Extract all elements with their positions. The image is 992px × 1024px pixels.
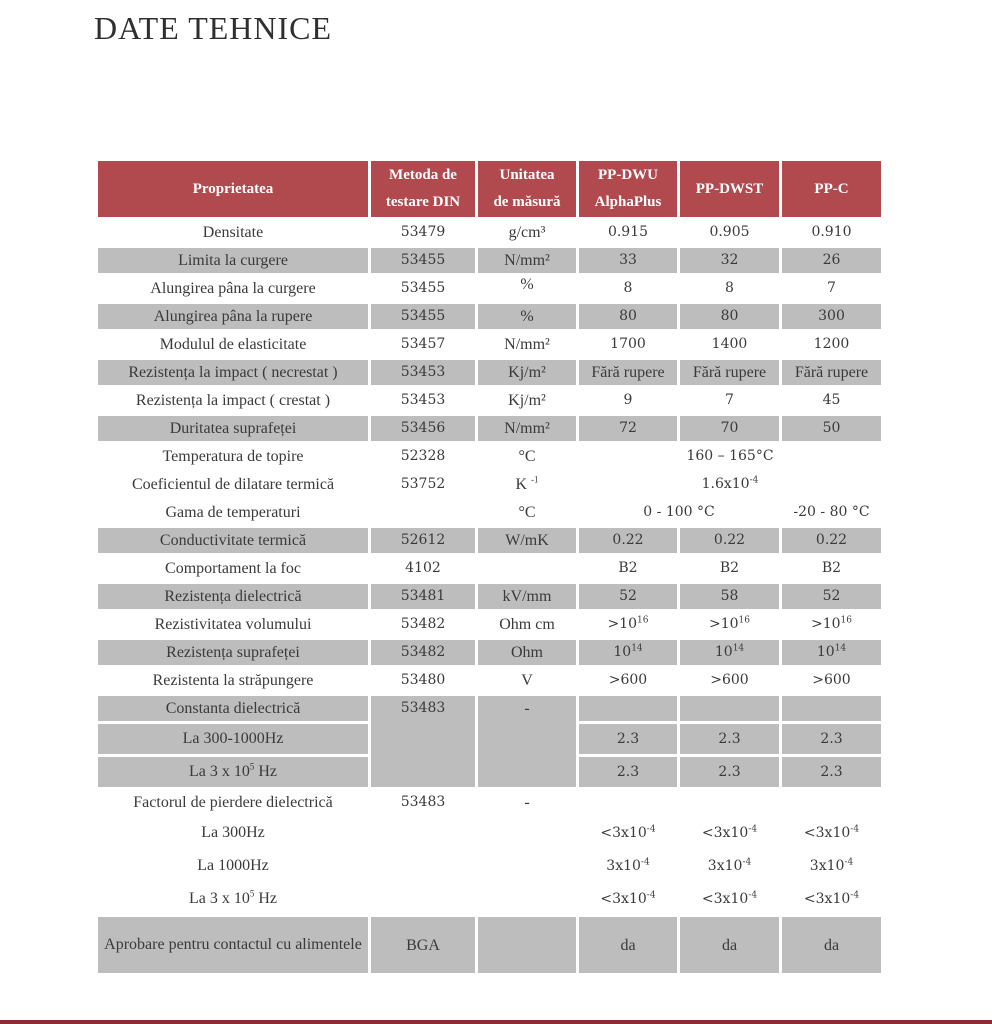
- pp-c-cell: 2.3: [782, 757, 881, 787]
- value-exponent: -4: [646, 824, 656, 835]
- property-cell: [98, 884, 368, 914]
- pp-dwst-cell: 58: [680, 584, 779, 609]
- value-base: 10: [714, 644, 733, 660]
- table-row: [98, 584, 881, 609]
- property-cell: Rezistenta la străpungere: [152, 672, 314, 689]
- din-cell: 53456: [371, 416, 475, 441]
- unit-cell: kV/mm: [478, 584, 576, 609]
- property-tail: Hz: [254, 763, 278, 780]
- pp-dwst-cell: [680, 884, 779, 914]
- pp-dwu-cell: [579, 818, 677, 848]
- table-row: [98, 612, 881, 637]
- din-cell: 53455: [371, 248, 475, 273]
- unit-cell: -: [478, 696, 576, 787]
- unit-cell: %: [520, 276, 534, 293]
- property-cell: Rezistența dielectrică: [98, 584, 368, 609]
- property-cell: Rezistența la impact ( necrestat ): [98, 360, 368, 385]
- pp-c-cell: 0.22: [782, 528, 881, 553]
- pp-dwst-cell: 80: [680, 304, 779, 329]
- value-base: 3x10: [809, 858, 845, 874]
- pp-dwst-cell: da: [680, 917, 779, 973]
- value-base: 3x10: [707, 858, 743, 874]
- din-cell: 53481: [371, 584, 475, 609]
- table-row: [98, 917, 881, 973]
- pp-dwst-cell: [680, 851, 779, 881]
- unit-cell: N/mm²: [478, 248, 576, 273]
- value-exponent: -4: [850, 890, 860, 901]
- din-cell: [371, 500, 475, 525]
- unit-cell: Kj/m²: [478, 360, 576, 385]
- property-cell: [98, 757, 368, 787]
- table-row: [98, 668, 881, 693]
- pp-dwu-cell: 52: [579, 584, 677, 609]
- pp-dwst-cell: 70: [680, 416, 779, 441]
- din-cell: 4102: [405, 560, 441, 576]
- property-cell: Modulul de elasticitate: [159, 336, 307, 353]
- pp-c-cell: [782, 640, 881, 665]
- value-exponent: -4: [646, 890, 656, 901]
- value-exponent: -4: [748, 824, 758, 835]
- pp-dwst-cell: 2.3: [680, 724, 779, 754]
- pp-c-cell: 45: [822, 392, 841, 408]
- pp-dwst-cell: [680, 696, 779, 721]
- property-cell: Temperatura de topire: [162, 448, 304, 465]
- pp-dwst-cell: B2: [719, 560, 740, 576]
- pp-c-cell: [782, 612, 881, 637]
- value-base: <3x10: [701, 825, 749, 841]
- table-row: [98, 332, 881, 357]
- unit-cell: [478, 472, 576, 497]
- table-row: [98, 276, 881, 301]
- pp-dwu-cell: 1700: [610, 336, 646, 352]
- pp-c-cell: 50: [782, 416, 881, 441]
- header-pp-dwst: PP-DWST: [680, 161, 779, 217]
- header-pp-dwu: [579, 161, 677, 217]
- pp-c-cell: [782, 818, 881, 848]
- all-grades-cell: 160 – 165°C: [686, 448, 774, 464]
- pp-c-cell: 26: [782, 248, 881, 273]
- din-cell: 53453: [371, 360, 475, 385]
- page-title: DATE TEHNICE: [94, 10, 333, 46]
- property-cell: Rezistența suprafeței: [98, 640, 368, 665]
- value-base: <3x10: [600, 891, 647, 907]
- pp-dwu-cell: [579, 884, 677, 914]
- header-dwu-line-1: PP-DWU: [598, 167, 658, 183]
- header-din-method: [371, 161, 475, 217]
- pp-dwu-cell: [579, 640, 677, 665]
- pp-c-cell: [782, 851, 881, 881]
- value-base: <3x10: [600, 825, 647, 841]
- table-row: [98, 444, 881, 469]
- unit-cell: °C: [518, 448, 536, 465]
- property-exponent: 5: [249, 888, 255, 899]
- unit-cell: [478, 556, 576, 581]
- unit-cell: N/mm²: [504, 336, 550, 353]
- din-cell: BGA: [371, 917, 475, 973]
- pp-dwu-cell: Fără rupere: [579, 360, 677, 385]
- property-cell: Comportament la foc: [165, 560, 301, 577]
- value-exponent: 14: [732, 643, 745, 654]
- table-row: [98, 472, 881, 497]
- value-exponent: 14: [834, 643, 847, 654]
- value-base: 10: [816, 644, 835, 660]
- property-cell: Limita la curgere: [98, 248, 368, 273]
- value-base: <3x10: [803, 825, 851, 841]
- header-unit: [478, 161, 576, 217]
- unit-cell: °C: [518, 504, 536, 521]
- value-base: >10: [607, 616, 638, 632]
- pp-dwst-cell: 7: [725, 392, 734, 408]
- pp-c-cell: 7: [827, 280, 836, 296]
- pp-dwu-cell: 9: [623, 392, 633, 408]
- pp-dwst-cell: [680, 818, 779, 848]
- header-row: [98, 161, 881, 217]
- property-cell: Alungirea pâna la curgere: [150, 280, 316, 297]
- property-cell: La 300-1000Hz: [98, 724, 368, 754]
- property-exponent: 5: [249, 761, 255, 772]
- pp-dwu-cell: B2: [618, 560, 638, 576]
- pp-dwst-cell: 8: [725, 280, 734, 296]
- pp-c-cell: [782, 884, 881, 914]
- pp-dwst-cell: [680, 640, 779, 665]
- value-base: <3x10: [803, 891, 851, 907]
- value-base: >10: [811, 616, 841, 632]
- technical-data-table: [95, 158, 884, 976]
- property-cell: Aprobare pentru contactul cu alimentele: [98, 917, 368, 973]
- pp-c-cell: da: [782, 917, 881, 973]
- property-cell: Rezistivitatea volumului: [154, 616, 312, 633]
- header-unit-line-2: de măsură: [493, 194, 561, 210]
- table-row: [98, 696, 881, 721]
- property-cell: Conductivitate termică: [98, 528, 368, 553]
- pp-dwst-cell: 0.905: [709, 224, 750, 240]
- unit-cell: W/mK: [478, 528, 576, 553]
- unit-cell: N/mm²: [478, 416, 576, 441]
- value-base: 10: [613, 644, 632, 660]
- table-row: [98, 388, 881, 413]
- pp-dwu-cell: 0.915: [607, 224, 649, 240]
- pp-dwu-cell: [579, 696, 677, 721]
- unit-cell: [478, 917, 576, 973]
- pp-c-cell: 2.3: [782, 724, 881, 754]
- table-row: [98, 556, 881, 581]
- din-cell: 53483: [371, 696, 475, 787]
- unit-base: K: [515, 476, 528, 493]
- pp-c-cell: >600: [812, 672, 851, 688]
- property-cell: Factorul de pierdere dielectrică: [133, 794, 333, 811]
- pp-dwu-cell: 33: [579, 248, 677, 273]
- pp-dwu-cell: [579, 851, 677, 881]
- pp-c-cell: [782, 696, 881, 721]
- table-row: [98, 818, 881, 848]
- header-dwu-line-2: AlphaPlus: [594, 194, 662, 210]
- property-cell: Duritatea suprafeței: [98, 416, 368, 441]
- header-unit-line-1: Unitatea: [499, 167, 555, 183]
- table-row: [98, 528, 881, 553]
- pp-c-cell: Fără rupere: [782, 360, 881, 385]
- dwu-dwst-cell: 0 - 100 °C: [643, 504, 715, 520]
- pp-dwu-cell: [579, 612, 677, 637]
- value-base: >10: [709, 616, 739, 632]
- pp-dwst-cell: 2.3: [680, 757, 779, 787]
- value-exponent: 16: [840, 615, 852, 626]
- property-base: La 3 x 10: [188, 763, 250, 780]
- table-row: [98, 360, 881, 385]
- pp-dwu-cell: 2.3: [579, 757, 677, 787]
- pp-dwu-cell: >600: [608, 672, 648, 688]
- value-base: 3x10: [606, 858, 641, 874]
- din-cell: 53752: [400, 476, 446, 492]
- property-cell: Constanta dielectrică: [98, 696, 368, 721]
- value-exponent: -4: [748, 890, 758, 901]
- din-cell: 53479: [400, 224, 446, 240]
- header-din-line-1: Metoda de: [389, 167, 457, 183]
- table-row: [98, 851, 881, 881]
- pp-dwu-cell: 0.22: [579, 528, 677, 553]
- table-row: [98, 248, 881, 273]
- table-row: [98, 304, 881, 329]
- property-cell: Densitate: [202, 224, 264, 241]
- property-cell: Coeficientul de dilatare termică: [131, 476, 335, 493]
- unit-cell: Kj/m²: [508, 392, 546, 409]
- unit-cell: -: [524, 794, 530, 811]
- value-exponent: 16: [738, 615, 750, 626]
- din-cell: 53482: [371, 640, 475, 665]
- property-cell: Alungirea pâna la rupere: [98, 304, 368, 329]
- pp-dwst-cell: 0.22: [680, 528, 779, 553]
- value-exponent: -4: [742, 857, 752, 868]
- din-cell: 52328: [400, 448, 446, 464]
- header-din-line-2: testare DIN: [385, 194, 461, 210]
- unit-cell: V: [521, 672, 533, 689]
- din-cell: 53457: [400, 336, 446, 352]
- header-pp-c: PP-C: [782, 161, 881, 217]
- pp-c-cell: -20 - 80 °C: [793, 504, 870, 520]
- property-cell: Gama de temperaturi: [165, 504, 301, 521]
- unit-cell: Ohm cm: [499, 616, 555, 633]
- pp-dwu-cell: 8: [623, 280, 633, 296]
- table-row: [98, 416, 881, 441]
- pp-c-cell: B2: [821, 560, 842, 576]
- table-row: [98, 884, 881, 914]
- pp-dwu-cell: 80: [579, 304, 677, 329]
- pp-dwu-cell: 2.3: [579, 724, 677, 754]
- value-exponent: -4: [844, 857, 854, 868]
- pp-c-cell: 0.910: [811, 224, 852, 240]
- value-exponent: -4: [640, 857, 650, 868]
- value-base: <3x10: [701, 891, 749, 907]
- din-cell: 53483: [400, 794, 446, 810]
- pp-c-cell: 300: [782, 304, 881, 329]
- din-cell: 53480: [400, 672, 446, 688]
- table-row: [98, 640, 881, 665]
- pp-dwst-cell: >600: [710, 672, 749, 688]
- din-cell: 53455: [371, 304, 475, 329]
- pp-dwst-cell: 32: [680, 248, 779, 273]
- din-cell: 52612: [371, 528, 475, 553]
- all-grades-cell: [579, 472, 881, 497]
- table-row: [98, 500, 881, 525]
- unit-cell: %: [478, 304, 576, 329]
- pp-c-cell: 52: [782, 584, 881, 609]
- value-exponent: 16: [637, 615, 649, 626]
- property-cell: La 1000Hz: [197, 857, 269, 874]
- unit-exponent: -1: [531, 474, 539, 485]
- din-cell: 53453: [400, 392, 446, 408]
- property-cell: La 300Hz: [201, 824, 265, 841]
- table-row: [98, 790, 881, 815]
- value-exponent: -4: [850, 824, 860, 835]
- value-exponent: 14: [631, 643, 643, 654]
- pp-dwst-cell: 1400: [711, 336, 748, 352]
- pp-dwu-cell: 72: [579, 416, 677, 441]
- din-cell: 53482: [400, 616, 446, 632]
- table-row: [98, 220, 881, 245]
- pp-dwu-cell: da: [579, 917, 677, 973]
- property-cell: Rezistența la impact ( crestat ): [135, 392, 331, 409]
- value-exponent: -4: [749, 475, 759, 486]
- pp-dwst-cell: [680, 612, 779, 637]
- din-cell: 53455: [400, 280, 446, 296]
- bottom-rule: [0, 1020, 992, 1024]
- property-base: La 3 x 10: [188, 890, 250, 907]
- pp-dwst-cell: Fără rupere: [680, 360, 779, 385]
- pp-c-cell: 1200: [813, 336, 850, 352]
- header-property: Proprietatea: [98, 161, 368, 217]
- unit-cell: Ohm: [478, 640, 576, 665]
- property-tail: Hz: [254, 890, 278, 907]
- value-base: 1.6x10: [701, 476, 750, 492]
- unit-cell: g/cm³: [508, 224, 546, 241]
